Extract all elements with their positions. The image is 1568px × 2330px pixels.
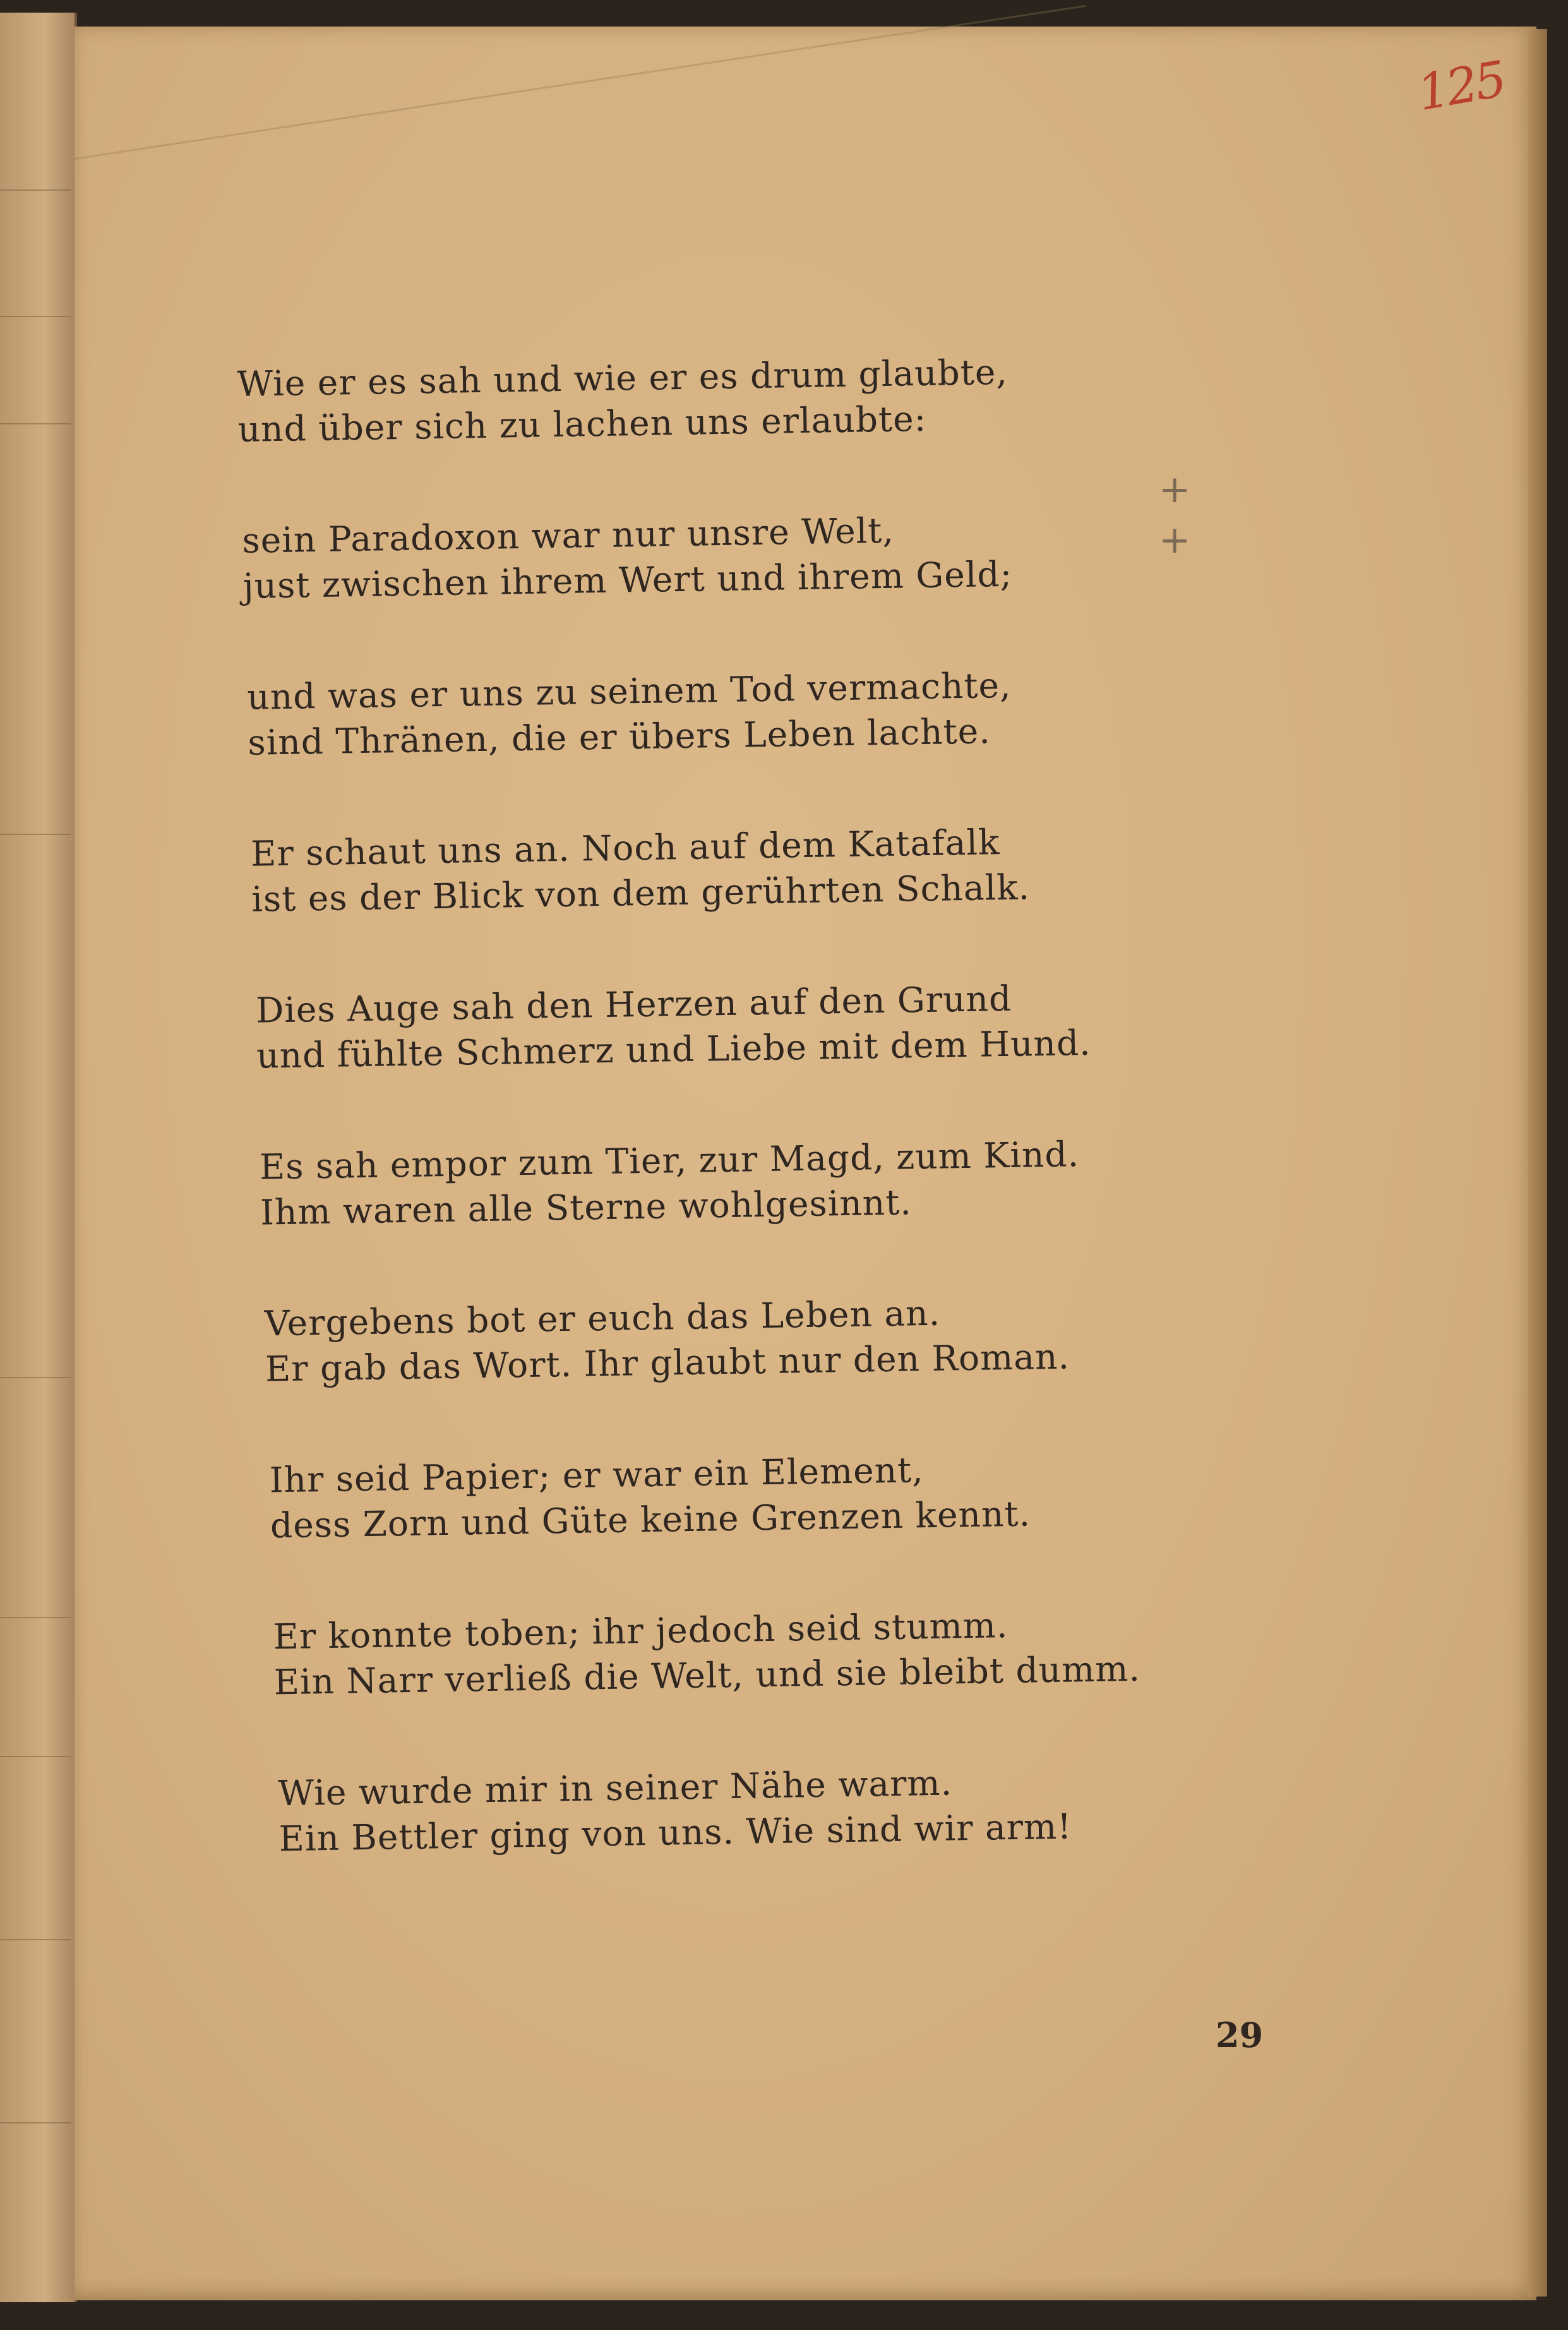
poem-line: Er schaut uns an. Noch auf dem Katafalk [250,822,1000,874]
ledger-rule [0,1377,71,1378]
poem-line: dess Zorn und Güte keine Grenzen kennt. [270,1493,1031,1546]
poem-line: Ihr seid Papier; er war ein Element, [269,1450,925,1501]
page-number: 29 [1216,2015,1264,2055]
poem-line: Ein Narr verließ die Welt, und sie bleibt dumm. [273,1648,1141,1703]
poem-line: Dies Auge sah den Herzen auf den Grund [255,978,1012,1031]
poem-line: just zwischen ihrem Wert und ihrem Geld; [242,553,1013,606]
margin-cross-mark: + [1159,467,1191,512]
stanza [259,1129,1197,1235]
stanza [256,973,1195,1078]
stanza [242,503,1188,608]
poem-line: Ihm waren alle Sterne wohlgesinnt. [260,1182,913,1233]
stanza [273,1599,1205,1705]
stanza [264,1286,1200,1391]
ledger-rule [0,1939,71,1940]
stanza [237,346,1185,452]
poem-line: Es sah empor zum Tier, zur Magd, zum Kind. [259,1134,1080,1187]
ledger-rule [0,834,71,835]
handwritten-folio-number: 125 [1413,51,1509,123]
stanza [251,816,1193,922]
right-page-edge [1528,29,1547,2297]
stanza [247,659,1190,765]
stanza [269,1443,1202,1548]
poem-line: sein Paradoxon war nur unsre Welt, [241,510,895,561]
ledger-rule [0,423,71,424]
ledger-rule [0,189,71,191]
ledger-rule [0,316,71,317]
ledger-rule [0,1756,71,1757]
poem-line: Er konnte toben; ihr jedoch seid stumm. [273,1605,1008,1657]
stanza [278,1756,1207,1861]
poem-line: und über sich zu lachen uns erlaubte: [237,398,927,450]
poem-line: Ein Bettler ging von uns. Wie sind wir arm! [278,1806,1072,1859]
poem-text [237,346,1209,1927]
poem-line: Vergebens bot er euch das Leben an. [264,1292,941,1344]
poem-line: Wie wurde mir in seiner Nähe warm. [278,1762,953,1814]
poem-line: sind Thränen, die er übers Leben lachte. [247,711,991,763]
poem-line: Er gab das Wort. Ihr glaubt nur den Roman. [265,1336,1070,1390]
poem-line: ist es der Blick von dem gerührten Schalk. [251,867,1031,920]
poem-line: Wie er es sah und wie er es drum glaubte, [237,351,1008,404]
left-page-edge [0,13,77,2302]
poem-line: und was er uns zu seinem Tod vermachte, [246,664,1012,718]
ledger-rule [0,1617,71,1618]
margin-cross-mark: + [1159,518,1191,562]
ledger-rule [0,2122,71,2123]
poem-line: und fühlte Schmerz und Liebe mit dem Hund. [256,1022,1092,1076]
